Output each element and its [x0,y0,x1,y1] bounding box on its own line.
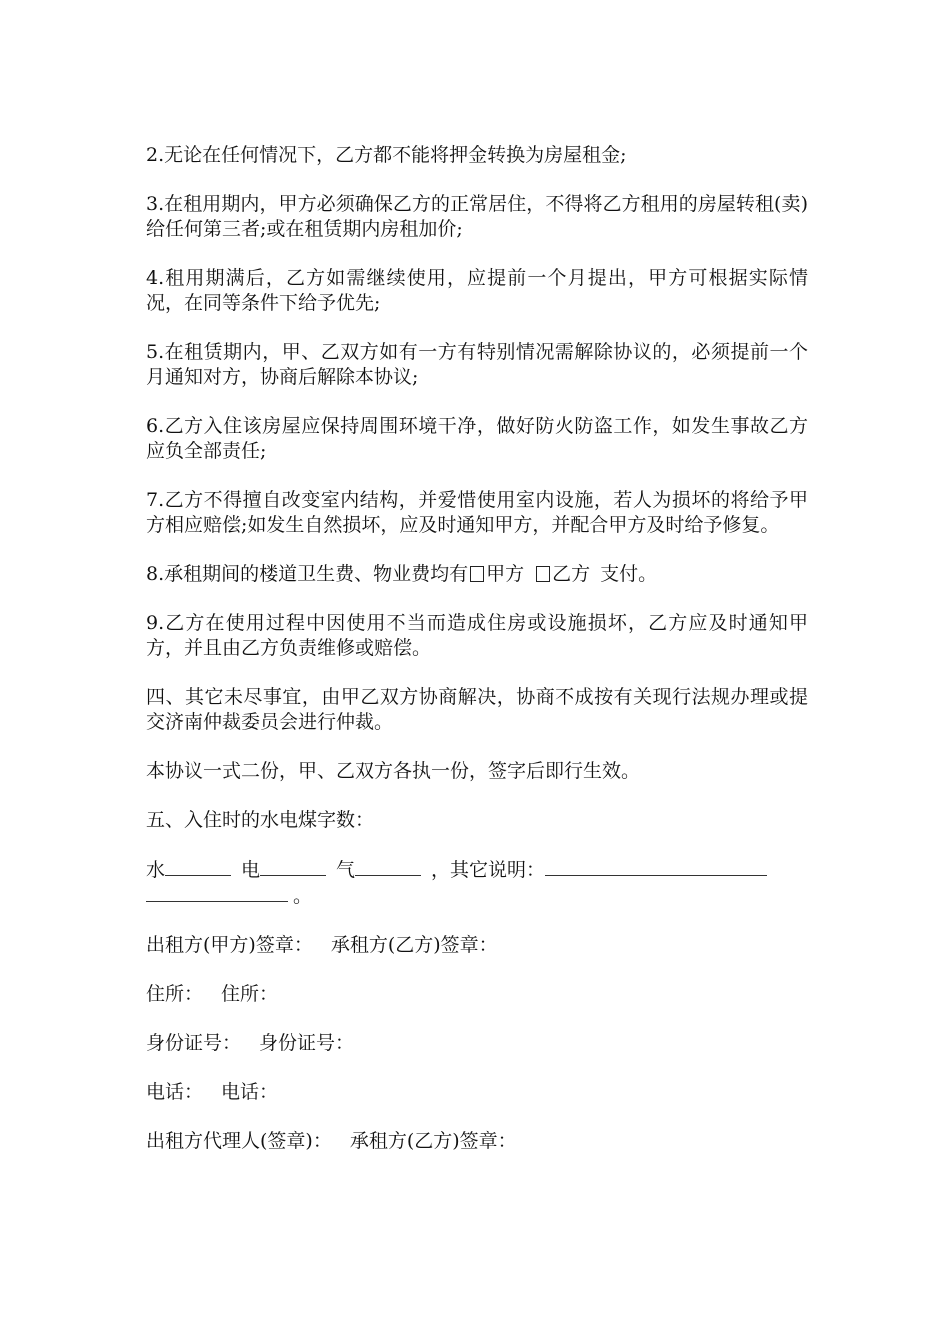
document-page [146,143,808,1178]
clause-4: 4.租用期满后，乙方如需继续使用，应提前一个月提出，甲方可根据实际情况，在同等条件下给予优先; [146,267,808,314]
copies-statement: 本协议一式二份，甲、乙双方各执一份，签字后即行生效。 [146,760,641,782]
clause-8-prefix: 8.承租期间的楼道卫生费、物业费均有 [146,563,469,585]
agent-signature-row [146,1129,808,1154]
clause-3: 3.在租用期内，甲方必须确保乙方的正常居住，不得将乙方租用的房屋转租(卖)给任何第三者;或在租赁期内房租加价; [146,193,808,240]
clause-8-option-tenant: 乙方 [552,563,591,585]
section-4: 四、其它未尽事宜，由甲乙双方协商解决，协商不成按有关现行法规办理或提交济南仲裁委员会进行仲裁。 [146,686,808,733]
clause-8 [146,562,808,587]
meter-end: 。 [293,885,313,907]
meter-readings [146,857,808,909]
clause-9: 9.乙方在使用过程中因使用不当而造成住房或设施损坏，乙方应及时通知甲方，并且由乙方负责维修或赔偿。 [146,612,808,659]
clause-7: 7.乙方不得擅自改变室内结构，并爱惜使用室内设施，若人为损坏的将给予甲方相应赔偿;如发生自然损坏，应及时通知甲方，并配合甲方及时给予修复。 [146,489,808,536]
electric-label: 电 [241,859,261,881]
checkbox-landlord[interactable] [470,566,484,582]
tenant-signature-label-2: 承租方(乙方)签章： [349,1130,517,1152]
clause-2: 2.无论在任何情况下，乙方都不能将押金转换为房屋租金; [146,144,627,166]
tenant-phone-label: 电话： [221,1081,279,1103]
electric-field[interactable] [260,857,326,876]
clause-8-option-landlord: 甲方 [486,563,525,585]
clause-8-suffix: 支付。 [600,563,658,585]
section-5-title: 五、入住时的水电煤字数： [146,809,375,831]
checkbox-tenant[interactable] [536,566,550,582]
gas-label: 气 [336,859,356,881]
other-notes-field-continued[interactable] [146,883,288,902]
water-label: 水 [146,859,166,881]
id-number-row [146,1031,808,1056]
clause-6: 6.乙方入住该房屋应保持周围环境干净，做好防火防盗工作，如发生事故乙方应负全部责任; [146,415,808,462]
signature-row [146,933,808,958]
tenant-address-label: 住所： [221,983,279,1005]
landlord-id-label: 身份证号： [146,1032,242,1054]
other-notes-label: ，其它说明： [431,859,546,881]
landlord-agent-signature-label: 出租方代理人(签章)： [146,1130,332,1152]
clause-5: 5.在租赁期内，甲、乙双方如有一方有特别情况需解除协议的，必须提前一个月通知对方，协商后解除本协议; [146,341,808,388]
gas-field[interactable] [355,857,421,876]
landlord-signature-label: 出租方(甲方)签章： [146,934,313,956]
address-row [146,982,808,1007]
other-notes-field[interactable] [545,857,767,876]
phone-row [146,1080,808,1105]
tenant-signature-label: 承租方(乙方)签章： [330,934,498,956]
tenant-id-label: 身份证号： [259,1032,355,1054]
landlord-address-label: 住所： [146,983,204,1005]
landlord-phone-label: 电话： [146,1081,204,1103]
water-field[interactable] [165,857,231,876]
